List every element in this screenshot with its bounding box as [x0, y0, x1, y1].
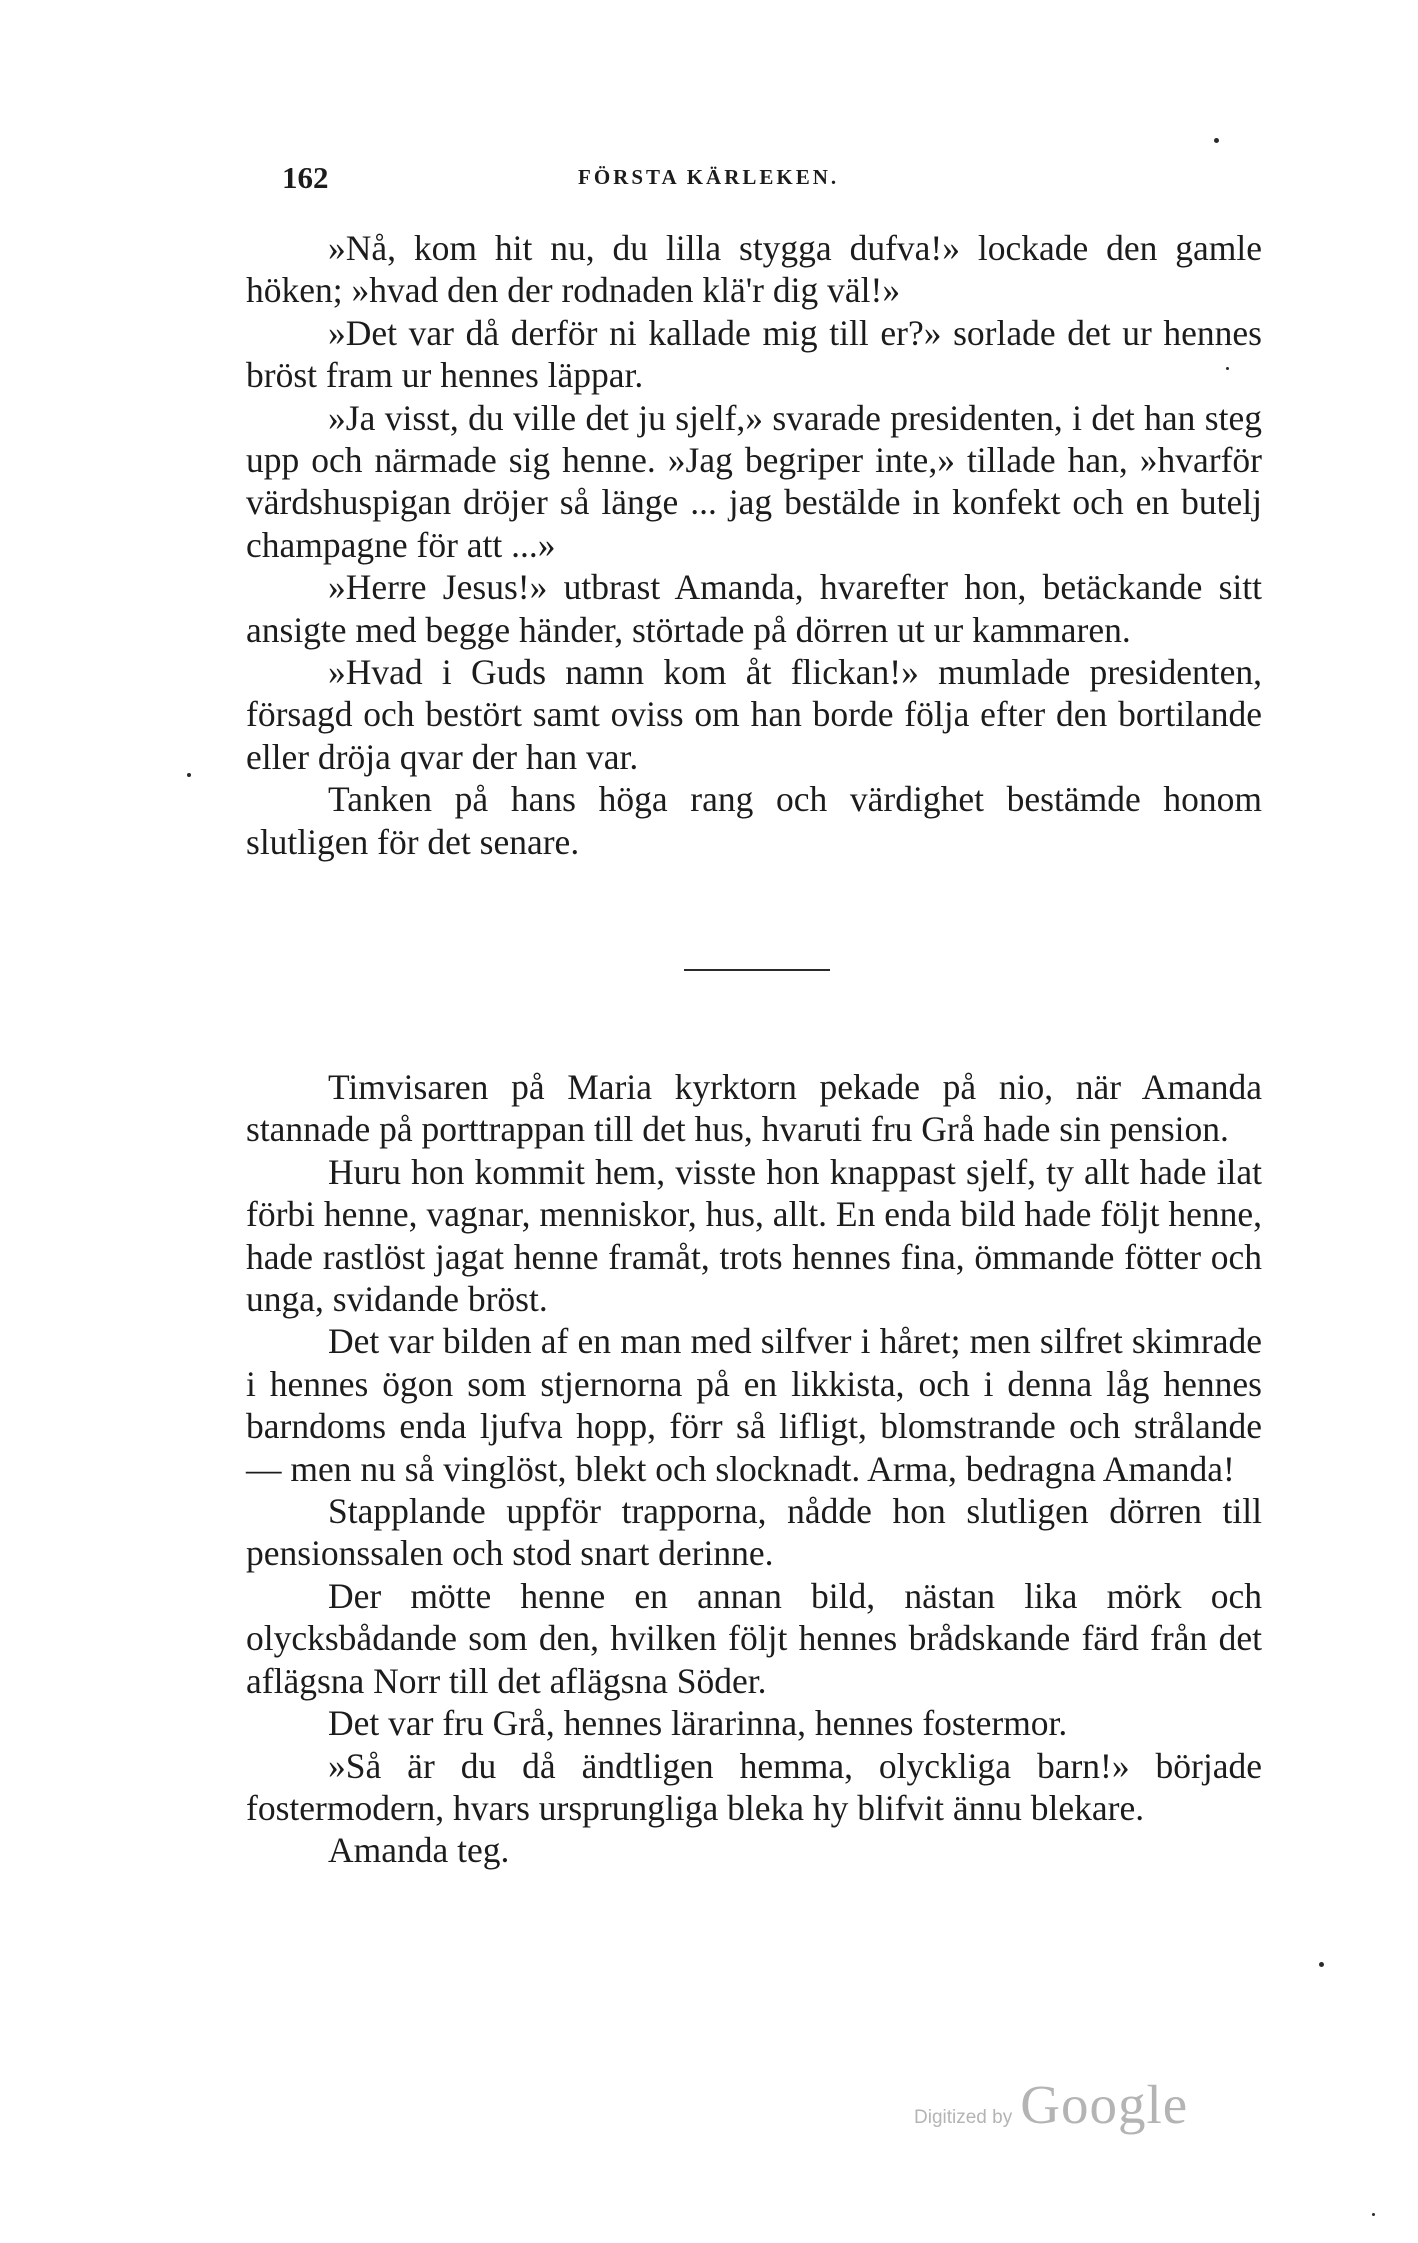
text-section-2	[246, 1066, 1262, 1872]
page-number: 162	[282, 160, 329, 195]
digitized-by-label: Digitized by	[914, 2107, 1013, 2128]
text-section-1	[246, 227, 1262, 863]
print-speck	[1372, 2213, 1375, 2216]
print-speck	[1226, 367, 1229, 370]
print-speck	[187, 773, 191, 777]
paragraph: »Ja visst, du ville det ju sjelf,» svarade presidenten, i det han steg upp och närmade sig henne. »Jag begriper inte,» tillade han, »hvarför värdshuspigan dröjer så länge ... jag bestälde in konfekt och en butelj champagne för att ...»	[246, 397, 1262, 565]
paragraph: »Så är du då ändtligen hemma, olyckliga barn!» började fostermodern, hvars ursprungliga bleka hy blifvit ännu blekare.	[246, 1745, 1262, 1828]
section-divider	[684, 969, 830, 971]
paragraph: »Hvad i Guds namn kom åt flickan!» mumlade presidenten, försagd och bestört samt oviss om han borde följa efter den bortilande eller dröja qvar der han var.	[246, 652, 1262, 777]
paragraph: Timvisaren på Maria kyrktorn pekade på nio, när Amanda stannade på porttrappan till det hus, hvaruti fru Grå hade sin pension.	[246, 1067, 1262, 1150]
paragraph: Amanda teg.	[328, 1830, 510, 1871]
paragraph: Der mötte henne en annan bild, nästan lika mörk och olycksbådande som den, hvilken följt hennes brådskande färd från det aflägsna Norr till det aflägsna Söder.	[246, 1575, 1262, 1701]
paragraph: »Herre Jesus!» utbrast Amanda, hvarefter hon, betäckande sitt ansigte med begge händer, störtade på dörren ut ur kammaren.	[246, 567, 1262, 650]
paragraph: Huru hon kommit hem, visste hon knappast sjelf, ty allt hade ilat förbi henne, vagnar, menniskor, hus, allt. En enda bild hade följt henne, hade rastlöst jagat henne framåt, trots hennes fina, ömmande fötter och unga, svidande bröst.	[246, 1151, 1262, 1320]
running-head	[282, 160, 1182, 200]
digitization-watermark	[914, 2073, 1188, 2136]
paragraph: »Nå, kom hit nu, du lilla stygga dufva!» lockade den gamle höken; »hvad den der rodnaden klä'r dig väl!»	[246, 228, 1262, 311]
paragraph: Tanken på hans höga rang och värdighet bestämde honom slutligen för det senare.	[246, 779, 1262, 862]
print-speck	[1214, 138, 1219, 143]
print-speck	[1319, 1962, 1324, 1967]
paragraph: Stapplande uppför trapporna, nådde hon slutligen dörren till pensionssalen och stod snart derinne.	[246, 1491, 1262, 1574]
paragraph: Det var fru Grå, hennes lärarinna, hennes fostermor.	[328, 1703, 1068, 1744]
running-title: FÖRSTA KÄRLEKEN.	[578, 165, 840, 189]
paragraph: »Det var då derför ni kallade mig till er?» sorlade det ur hennes bröst fram ur hennes läppar.	[246, 312, 1262, 396]
paragraph: Det var bilden af en man med silfver i håret; men silfret skimrade i hennes ögon som stjernorna på en likkista, och i denna låg hennes barndoms enda ljufva hopp, förr så lifligt, blomstrande och strålande — men nu så vinglöst, blekt och slocknadt. Arma, bedragna Amanda!	[246, 1321, 1262, 1489]
google-logo: Google	[1020, 2074, 1189, 2135]
